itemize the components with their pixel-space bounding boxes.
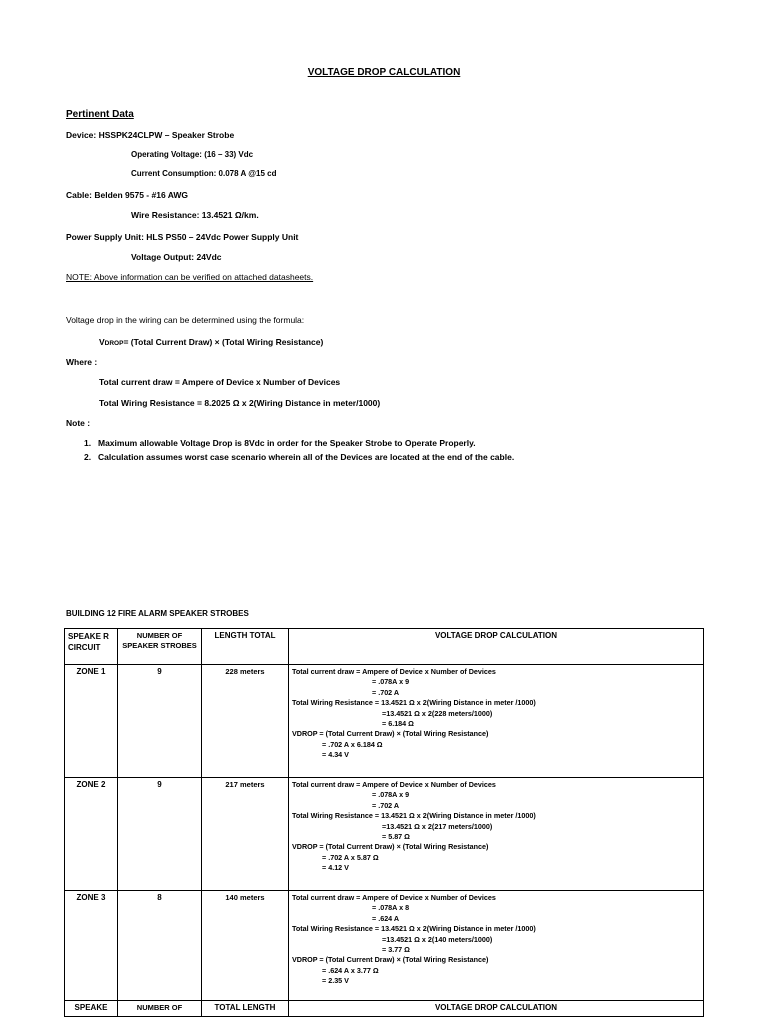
- note-item-2: 2. Calculation assumes worst case scenario wherein all of the Devices are located at the end of the cable.: [84, 452, 515, 462]
- table-row: [65, 665, 704, 778]
- strobe-count: 9: [118, 778, 202, 891]
- footer-header-length: TOTAL LENGTH: [202, 1001, 289, 1017]
- header-number-of-strobes: NUMBER OF SPEAKER STROBES: [118, 629, 202, 665]
- voltage-output-line: Voltage Output: 24Vdc: [131, 252, 222, 262]
- table-header-row: [65, 629, 704, 665]
- table-row: [65, 778, 704, 891]
- wire-resistance-line: Wire Resistance: 13.4521 Ω/km.: [131, 210, 259, 220]
- current-draw-formula: Total current draw = Ampere of Device x Number of Devices: [99, 377, 341, 387]
- length-total: 217 meters: [202, 778, 289, 891]
- note-item-1: 1. Maximum allowable Voltage Drop is 8Vdc in order for the Speaker Strobe to Operate Properly.: [84, 438, 476, 448]
- device-line: Device: HSSPK24CLPW – Speaker Strobe: [66, 130, 235, 140]
- strobe-count: 9: [118, 665, 202, 778]
- voltage-drop-table: [64, 628, 704, 1017]
- pertinent-heading: Pertinent Data: [66, 109, 134, 120]
- length-total: 140 meters: [202, 891, 289, 1001]
- psu-line: Power Supply Unit: HLS PS50 – 24Vdc Power Supply Unit: [66, 232, 299, 242]
- calculation-cell: Total current draw = Ampere of Device x Number of Devices = .078A x 8 = .624 A Total Wiring Resistance = 13.4521 Ω x 2(Wiring Distance in meter /1000) =13.4521 Ω x 2(140 meters/1000) = 3.77 Ω VDROP = (Total Current Draw) × (Total Wiring Resistance) = .624 A x 3.77 Ω = 2.35 V: [289, 891, 704, 1001]
- zone-label: ZONE 2: [65, 778, 118, 891]
- footer-header-voltage-drop: VOLTAGE DROP CALCULATION: [289, 1001, 704, 1017]
- header-voltage-drop: VOLTAGE DROP CALCULATION: [289, 629, 704, 665]
- wiring-resistance-formula: Total Wiring Resistance = 8.2025 Ω x 2(Wiring Distance in meter/1000): [99, 398, 381, 408]
- footer-header-speaker: SPEAKE: [65, 1001, 118, 1017]
- length-total: 228 meters: [202, 665, 289, 778]
- cable-line: Cable: Belden 9575 - #16 AWG: [66, 190, 189, 200]
- zone-label: ZONE 3: [65, 891, 118, 1001]
- calculation-cell: Total current draw = Ampere of Device x Number of Devices = .078A x 9 = .702 A Total Wiring Resistance = 13.4521 Ω x 2(Wiring Distance in meter /1000) =13.4521 Ω x 2(228 meters/1000) = 6.184 Ω VDROP = (Total Current Draw) × (Total Wiring Resistance) = .702 A x 6.184 Ω = 4.34 V: [289, 665, 704, 778]
- strobe-count: 8: [118, 891, 202, 1001]
- calculation-cell: Total current draw = Ampere of Device x Number of Devices = .078A x 9 = .702 A Total Wiring Resistance = 13.4521 Ω x 2(Wiring Distance in meter /1000) =13.4521 Ω x 2(217 meters/1000) = 5.87 Ω VDROP = (Total Current Draw) × (Total Wiring Resistance) = .702 A x 5.87 Ω = 4.12 V: [289, 778, 704, 891]
- footer-header-number: NUMBER OF: [118, 1001, 202, 1017]
- vdrop-formula: VDROP= (Total Current Draw) × (Total Wiring Resistance): [99, 337, 324, 347]
- table-row: [65, 891, 704, 1001]
- current-consumption-line: Current Consumption: 0.078 A @15 cd: [131, 169, 277, 178]
- where-label: Where :: [66, 357, 98, 367]
- table-footer-header-row: [65, 1001, 704, 1017]
- page-title: VOLTAGE DROP CALCULATION: [307, 67, 461, 78]
- zone-label: ZONE 1: [65, 665, 118, 778]
- operating-voltage-line: Operating Voltage: (16 – 33) Vdc: [131, 150, 254, 159]
- header-speaker-circuit: SPEAKE R CIRCUIT: [65, 629, 118, 665]
- header-length-total: LENGTH TOTAL: [202, 629, 289, 665]
- datasheet-note: NOTE: Above information can be verified on attached datasheets.: [66, 272, 314, 282]
- building-heading: BUILDING 12 FIRE ALARM SPEAKER STROBES: [66, 609, 249, 618]
- note-label: Note :: [66, 418, 91, 428]
- formula-intro: Voltage drop in the wiring can be determined using the formula:: [66, 315, 305, 325]
